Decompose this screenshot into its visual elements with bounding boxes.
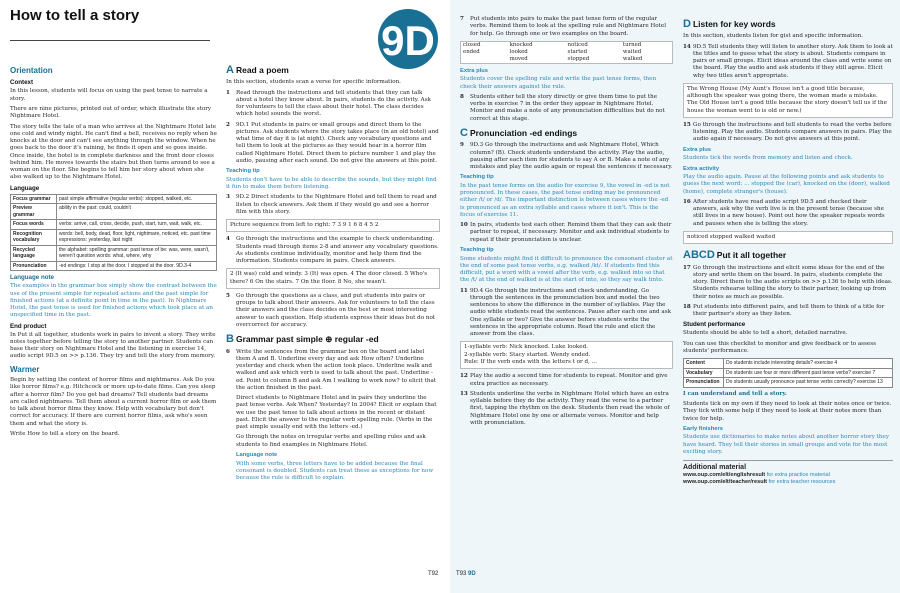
- grammar-p2: Direct students to Nightmare Hotel and in pairs they underline the past tense verbs. Ask When? Yesterday? In 2004? Elicit or explain that we use the past tense to talk about actions in the recent or distant past. Elicit the answer to the regular verb spelling rule. (Verbs in the past simple usually end with the letters -ed.): [236, 395, 437, 431]
- syllable-line-2: 2-syllable verb: Stacy started. Wendy ended.: [464, 351, 591, 358]
- can-do-statement: I can understand and tell a story.: [683, 390, 787, 397]
- table-row: [11, 204, 217, 220]
- exercise-9-text: 9D.3 Go through the instructions and ask Nightmare Hotel, Which column? (B). Check students understand the activity. Play the audio, pausing after each item for students to say A or B. Make a note of any mistakes and play the audio again or repeat the sentences if necessary.: [470, 142, 673, 171]
- pron-tip: In the past tense forms on the audio for exercise 9, the vowel in -ed is not pronounced. In these cases, the past tense ending may be pronounced either /t/ or /d/. The important distinction is between cases where the -ed is pronounced as an extra syllable and cases where it isn't. This is the focus of exercise 11.: [460, 182, 670, 218]
- performance-text: Students should be able to tell a short, detailed narrative.: [683, 330, 848, 337]
- table-row: [11, 220, 217, 230]
- exercise-1: 1 Read through the instructions and tell students that they can talk about a hotel they know about. In pairs, students do the activity. Ask for volunteers to tell the class about their hotel. The class decides which hotel sounds the worst.: [226, 90, 440, 119]
- exercise-6: 6 Write the sentences from the grammar box on the board and label them A and B. Underline every day and ask How often? Underline yesterday and check when the action took place. Underline walk and walked and ask which verb is used to talk about the past. Underline -ed. Point to column B and ask Am I walking to work now? to elicit that the action finished in the past.: [226, 349, 440, 393]
- titles-answer-box: The Wrong House (My Aunt's House isn't a good title because, although the speaker was going there, the woman made a mistake. The Old House isn't a good title because the story doesn't tell us if the house the woman went to is old or new.): [683, 83, 893, 118]
- orientation-column: [10, 62, 217, 441]
- table-value: Do students usually pronounce past tense verbs correctly? exercise 13: [724, 378, 893, 388]
- exercise-2: 2 9D.1 Put students in pairs or small groups and direct them to the pictures. Ask students where the story takes place (in an old hotel) and what time of day it is (at night). Check any vocabulary questions and tell them to look at the pictures as they would hear in a horror film called Nightmare Hotel. Direct them to picture number 1 and play the audio, pausing after each sound. Do not give the answers at this point.: [226, 121, 439, 164]
- extra-activity: Play the audio again. Pause at the following points and ask students to guess the next word: ... stopped the (car), knocked on the (door), walked (home), complete stranger's (house).: [683, 174, 890, 195]
- pron-tip2: Some students might find it difficult to pronounce the consonant cluster at the end of some past tense verbs, e.g. walked /kt/. If students find this difficult, put a word with a vowel after the verb, e.g. walked into so that the /t/ at the end of walked is at the start of into, so they say walk tinto.: [460, 255, 673, 284]
- link-1: [683, 472, 893, 479]
- table-label: Recycled language: [11, 245, 57, 261]
- table-label: Pronunciation: [684, 378, 724, 388]
- table-label: Preview grammar: [11, 204, 57, 220]
- link-2: [683, 479, 893, 486]
- exercise-10: 10 In pairs, students test each other. Remind them that they can ask their partner to repeat, if necessary. Monitor and ask individual students to repeat if their pronunciation is unclear.: [460, 222, 672, 243]
- table-value: past simple affirmative (regular verbs): stopped, walked, etc.: [57, 194, 217, 204]
- table-row: [461, 49, 673, 56]
- grammar-note-heading: Language note: [236, 452, 278, 459]
- table-cell: moved: [509, 55, 528, 62]
- table-cell: [461, 56, 508, 64]
- table-row: [11, 245, 217, 261]
- table-row: [684, 359, 893, 369]
- early-finishers-text: Students use dictionaries to make notes about another horror story they have heard. They tell their stories in small groups and vote for the most exciting story.: [683, 434, 889, 455]
- exercise-10-text: In pairs, students test each other. Remind them that they can ask their partner to repeat, if necessary. Monitor and ask individual students to repeat if their pronunciation is unclear.: [470, 222, 672, 243]
- table-value: Do students include interesting details? exercise 4: [724, 359, 893, 369]
- section-letter-abcd: ABCD: [683, 249, 715, 262]
- table-label: Focus words: [11, 220, 57, 230]
- exercise-2-text: 9D.1 Put students in pairs or small groups and direct them to the pictures. Ask students where the story takes place (in an old hotel) and what time of day it is (at night). Check any vocabulary questions and tell them to look at the pictures as they would hear in a horror film called Nightmare Hotel. Direct them to picture number 1 and play the audio, pausing after each sound. Do not give the answers at this point.: [236, 121, 439, 164]
- table-value: the alphabet: spelling grammar: past tense of be: was, were, wasn't, weren't question words: what, where, why: [57, 245, 217, 261]
- exercise-8-text: Students either tell the story directly or give them time to put the verbs in exercise 7 in the order they appear in Nightmare Hotel. Monitor and make a note of any pronunciation difficulties but do not correct at this stage.: [470, 93, 665, 122]
- page-number-left: T92: [428, 571, 439, 577]
- table-row: [684, 368, 893, 378]
- right-page: [450, 0, 900, 593]
- teaching-tip-heading: Teaching tip: [226, 168, 260, 175]
- table-cell: started: [567, 48, 588, 55]
- exercise-15-text: Go through the instructions and tell students to read the verbs before listening. Play the audio. Students compare answers in pairs. Play the audio again if necessary. Do not give answers at this point.: [693, 121, 892, 143]
- additional-material: [683, 460, 893, 487]
- table-row: [461, 56, 673, 64]
- table-row: [11, 261, 217, 271]
- table-cell: looked: [509, 48, 528, 55]
- context-p1: In this lesson, students will focus on using the past tense to narrate a story.: [10, 88, 208, 102]
- syllable-rule: Rule: If the verb ends with the letters t or d, ...: [464, 358, 597, 365]
- section-d-heading: [683, 17, 893, 31]
- exercise-1-text: Read through the instructions and tell students that they can talk about a hotel they know about. In pairs, students do the activity. Ask for volunteers to tell the class about their hotel. The class decides which hotel sounds the worst.: [236, 89, 431, 118]
- extra-plus-heading: Extra plus: [460, 67, 489, 74]
- link-1-desc: for extra practice material: [766, 472, 830, 479]
- exercise-16: 16 After students have read audio script 9D.5 and checked their answers, ask why the verb live is in the present tense (because she still lives in a new house). Point out how the speaker repeats words and pauses when she is telling the story.: [683, 199, 893, 228]
- page-tag: 9D: [468, 571, 476, 577]
- warmer-p1: Begin by setting the context of horror films and nightmares. Ask Do you like horror films? e.g. Hitchcock or more up-to-date films. Can you sleep after a horror film? Do you get bad dreams? Tell students bad dreams are called nightmares. Tell them about a current horror film or ask them to talk about horror films they know. Help with vocabulary but don't correct for accuracy. If there are current horror films, ask who's seen them and what the story is.: [10, 377, 217, 427]
- pron-tip-heading: Teaching tip: [460, 174, 494, 181]
- exercise-15: 15 Go through the instructions and tell students to read the verbs before listening. Play the audio. Students compare answers in pairs. Play the audio again if necessary. Do not give answers at this point.: [683, 121, 892, 143]
- table-label: Pronunciation: [11, 261, 57, 271]
- picture-sequence-box: Picture sequence from left to right: 7 3 9 1 6 8 4 5 2: [226, 219, 440, 232]
- context-p2: There are nine pictures, printed out of order, which illustrate the story Nightmare Hotel.: [10, 105, 212, 120]
- context-heading: Context: [10, 79, 34, 87]
- table-label: Content: [684, 359, 724, 369]
- exercise-7-text: Put students into pairs to make the past tense form of the regular verbs. Remind them to look at the spelling rule and Nightmare Hotel for help. Go through one or two examples on the board.: [470, 16, 667, 37]
- warmer-p2: Write How to tell a story on the board.: [10, 430, 120, 437]
- performance-heading: Student performance: [683, 321, 746, 329]
- language-heading: Language: [10, 184, 40, 192]
- exercise-17-text: Go through the instructions and elicit some ideas for the end of the story and write them on the board. In pairs, students complete the story. Direct them to the audio scripts on >> p.136 to help with ideas. Students rehearse telling the story to their partner, looking up from their notes as much as possible.: [693, 264, 893, 300]
- teaching-tip: Students don't have to be able to describe the sounds, but they might find it fun to make them before listening.: [226, 176, 437, 191]
- link-1-url[interactable]: www.oup.com/elt/englishresult: [683, 472, 766, 479]
- section-letter-c: C: [460, 126, 468, 139]
- section-b-title: Grammar past simple ⊕ regular -ed: [235, 334, 379, 345]
- extra-activity-heading: Extra activity: [683, 165, 720, 172]
- table-cell: walked: [622, 55, 643, 62]
- table-value: words: bell, body, dead, floor, light, nightmare, noticed, etc. past time expressions: yesterday, last night: [57, 229, 217, 245]
- section-letter-d: D: [683, 18, 691, 30]
- table-row: [11, 229, 217, 245]
- page-number-text: T93: [456, 571, 467, 577]
- exercise-12-text: Play the audio a second time for students to repeat. Monitor and give extra practice as necessary.: [470, 373, 668, 387]
- additional-material-heading: Additional material: [683, 464, 747, 472]
- exercise-4: 4 Go through the instructions and the example to check understanding. Students read through items 2-8 and answer any vocabulary questions. As students continue individually, monitor and help them find the information. Students compare in pairs. Check answers.: [226, 236, 439, 265]
- exercise-9: 9 9D.3 Go through the instructions and ask Nightmare Hotel, Which column? (B). Check students understand the activity. Play the audio, pausing after each item for students to say A or B. Make a note of any mistakes and play the audio again or repeat the sentences if necessary.: [460, 142, 673, 171]
- section-a-heading: [226, 63, 440, 77]
- exercise-12: 12 Play the audio a second time for students to repeat. Monitor and give extra practice as necessary.: [460, 373, 673, 388]
- section-letter-a: A: [226, 64, 234, 76]
- exercise-14-text: 9D.5 Tell students they will listen to another story. Ask them to look at the titles and to guess what the story is about. Students compare in pairs or small groups. Elicit ideas around the class and write some on the board. Play the audio and ask students if they still agree. Elicit why two titles aren't appropriate.: [693, 43, 893, 79]
- table-value: -ed endings: I stop at the door. I stopped at the door. 9D.3-4: [57, 261, 217, 271]
- verb-table: [460, 41, 673, 64]
- language-table: [10, 194, 217, 272]
- table-cell: turned: [622, 41, 642, 48]
- title-rule: [10, 40, 210, 41]
- language-note-heading: Language note: [10, 274, 55, 282]
- put-together-heading: [683, 248, 893, 262]
- lesson-badge-text: 9D: [381, 17, 435, 64]
- grammar-p3: Go through the notes on irregular verbs and spelling rules and ask students to find examples in Nightmare Hotel.: [236, 434, 426, 448]
- exercise-4-text: Go through the instructions and the example to check understanding. Students read through items 2-8 and answer any vocabulary questions. As students continue individually, monitor and help them find the information. Students compare in pairs. Check answers.: [236, 236, 439, 265]
- pron-tip2-heading: Teaching tip: [460, 246, 494, 253]
- exercise-13-text: Students underline the verbs in Nightmare Hotel which have an extra syllable before they do the activity. They read the verse to a partner first, tapping the rhythm on the desk. Students then read the whole of Nightmare Hotel one by one or alternate verses. Monitor and help with pronunciation.: [470, 390, 670, 426]
- syllable-line-1: 1-syllable verb: Nick knocked. Luke looked.: [464, 344, 588, 351]
- table-cell: waited: [622, 48, 642, 55]
- section-c-heading: [460, 126, 673, 140]
- table-cell: closed: [463, 41, 481, 48]
- section-b-heading: [226, 332, 440, 346]
- language-note: The examples in the grammar box simply show the contrast between the use of the present simple for repeated actions and the past simple for finished actions (at a definite point in time in the past). In Nightmare Hotel, the past tense is used for finished actions which took place at an unspecified time in the past.: [10, 283, 217, 319]
- listen-intro: In this section, students listen for gist and specific information.: [683, 33, 863, 40]
- link-2-desc: for extra teacher resources: [768, 479, 836, 486]
- table-cell: ended: [463, 48, 480, 55]
- read-intro: In this section, students scan a verse for specific information.: [226, 79, 401, 86]
- put-together-title: Put it all together: [716, 250, 787, 261]
- verb-answers-box: noticed stopped walked waited: [683, 231, 893, 244]
- answers-box: 2 (It was) cold and windy. 3 (It) was open. 4 The door closed. 5 Who's there? 6 On the stairs. 7 On the floor. 8 No, she wasn't.: [226, 268, 440, 289]
- orientation-heading: Orientation: [10, 66, 53, 75]
- table-value: ability in the past: could, couldn't: [57, 204, 217, 220]
- table-cell: knocked: [509, 41, 533, 48]
- table-cell: stopped: [567, 55, 590, 62]
- pronunciation-column: [460, 16, 673, 430]
- exercise-18: 18 Put students into different pairs, and tell them to think of a title for their partner's story as they listen.: [683, 304, 893, 319]
- listen-extra: Students tick the words from memory and listen and check.: [683, 155, 853, 162]
- syllable-box: [460, 341, 673, 369]
- exercise-11-text: 9D.4 Go through the instructions and check understanding. Go through the sentences in the pronunciation box and model the two sentences to show the difference in the number of syllables. Play the audio while students read the sentences. Pause after each one and ask One syllable or two? Give the answer before students write the sentences in the appropriate column. Read the rule and elicit the answer from the class.: [470, 287, 671, 338]
- extra-plus-text: Students cover the spelling rule and write the past tense forms, then check their answers against the rule.: [460, 76, 657, 90]
- table-cell: noticed: [567, 41, 588, 48]
- listen-column: [683, 14, 893, 487]
- table-label: Focus grammar: [11, 194, 57, 204]
- table-row: [684, 378, 893, 388]
- table-label: Recognition vocabulary: [11, 229, 57, 245]
- exercise-3: 3 9D.2 Direct students to the Nightmare Hotel and tell them to read and listen to check answers. Ask them if they would go and see a horror film with this story.: [226, 194, 440, 216]
- table-row: [11, 194, 217, 204]
- table-value: Do students use four or more different past tense verbs? exercise 7: [724, 368, 893, 378]
- end-product-text: In Put it all together, students work in pairs to invent a story. They write notes together before telling the story to another partner. Students can base their story on Nightmare Hotel and the listening in exercise 14, audio script 9D.5 on >> p.136. They try and tell the story from memory.: [10, 331, 216, 360]
- warmer-heading: Warmer: [10, 364, 40, 374]
- exercise-3-text: 9D.2 Direct students to the Nightmare Hotel and tell them to read and listen to check answers. Ask them if they would go and see a horror film with this story.: [236, 194, 437, 215]
- exercise-5-text: Go through the questions as a class, and put students into pairs or groups to talk about their answers. Ask for volunteers to tell the class their answers and the class decides on the best or most interesting answer to each question. Help students express their ideas but do not overcorrect for accuracy.: [236, 292, 436, 328]
- exercise-8: 8 Students either tell the story directly or give them time to put the verbs in exercise 7 in the order they appear in Nightmare Hotel. Monitor and make a note of any pronunciation difficulties but do not correct at this stage.: [460, 94, 673, 123]
- section-d-title: Listen for key words: [692, 19, 776, 29]
- read-grammar-column: [226, 60, 440, 485]
- can-do-text: Students tick on my own if they need to look at their notes once or twice. They tick with some help if they need to look at their notes more than twice for help.: [683, 400, 892, 422]
- performance-text-2: You can use this checklist to monitor and give feedback or to assess students' performance.: [683, 340, 876, 354]
- link-2-url[interactable]: www.oup.com/elt/teacher/result: [683, 479, 768, 486]
- exercise-18-text: Put students into different pairs, and tell them to think of a title for their partner's story as they listen.: [693, 303, 885, 318]
- grammar-note: With some verbs, three letters have to be added because the final consonant is doubled. Students can treat these as exceptions for now because the rule is difficult to explain.: [236, 460, 434, 482]
- table-label: Vocabulary: [684, 368, 724, 378]
- checklist-table: [683, 358, 893, 388]
- early-finishers-heading: Early finishers: [683, 425, 723, 432]
- section-a-title: Read a poem: [235, 65, 289, 75]
- table-row: [461, 41, 673, 49]
- exercise-7: 7 Put students into pairs to make the past tense form of the regular verbs. Remind them to look at the spelling rule and Nightmare Hotel for help. Go through one or two examples on the board.: [460, 16, 673, 38]
- exercise-17: 17 Go through the instructions and elicit some ideas for the end of the story and write them on the board. In pairs, students complete the story. Direct them to the audio scripts on >> p.136 to help with ideas. Students rehearse telling the story to their partner, looking up from their notes as much as possible.: [683, 264, 893, 300]
- exercise-13: 13 Students underline the verbs in Nightmare Hotel which have an extra syllable before they do the activity. They read the verse to a partner first, tapping the rhythm on the desk. Students then read the whole of Nightmare Hotel one by one or alternate verses. Monitor and help with pronunciation.: [460, 391, 673, 427]
- end-product-heading: End product: [10, 322, 47, 330]
- context-p3: The story tells the tale of a man who arrives at the Nightmare Hotel late one cold and windy night. He can't find a bell, receives no reply when he knocks at the door and can't see anything through the window. When he goes back to the door it's raining, he finds it open and so goes inside. Once inside, the hotel is in complete darkness and the front door closes behind him. He moves towards the stairs but then turns around to see a woman on the floor. She begins to tell him her story about when she also walked up to the Nightmare Hotel.: [10, 123, 217, 181]
- page-title: How to tell a story: [10, 7, 140, 24]
- exercise-16-text: After students have read audio script 9D.5 and checked their answers, ask why the verb live is in the present tense (because she still lives in a new house). Point out how the speaker repeats words and pauses when she is telling the story.: [693, 198, 885, 227]
- section-c-title: Pronunciation -ed endings: [469, 127, 578, 138]
- section-letter-b: B: [226, 333, 234, 346]
- exercise-6-text: Write the sentences from the grammar box on the board and label them A and B. Underline every day and ask How often? Underline yesterday and check when the action took place. Underline walk and walked and ask which verb is used to talk about the past. Underline -ed. Point to column B and ask Am I walking to work now? to elicit that the action finished in the past.: [236, 348, 437, 391]
- listen-extra-heading: Extra plus: [683, 146, 712, 153]
- exercise-5: 5 Go through the questions as a class, and put students into pairs or groups to talk about their answers. Ask for volunteers to tell the class their answers and the class decides on the best or most interesting answer to each question. Help students express their ideas but do not overcorrect for accuracy.: [226, 293, 440, 329]
- exercise-11: 11 9D.4 Go through the instructions and check understanding. Go through the sentences in the pronunciation box and model the two sentences to show the difference in the number of syllables. Play the audio while students read the sentences. Pause after each one and ask One syllable or two? Give the answer before students write the sentences in the appropriate column. Read the rule and elicit the answer from the class.: [460, 287, 671, 338]
- exercise-14: 14 9D.5 Tell students they will listen to another story. Ask them to look at the titles and to guess what the story is about. Students compare in pairs or small groups. Elicit ideas around the class and write some on the board. Play the audio and ask students if they still agree. Elicit why two titles aren't appropriate.: [683, 43, 893, 79]
- table-value: verbs: arrive, call, cross, decide, push, start, turn, wait, walk, etc.: [57, 220, 217, 230]
- page-number-right: [456, 571, 476, 579]
